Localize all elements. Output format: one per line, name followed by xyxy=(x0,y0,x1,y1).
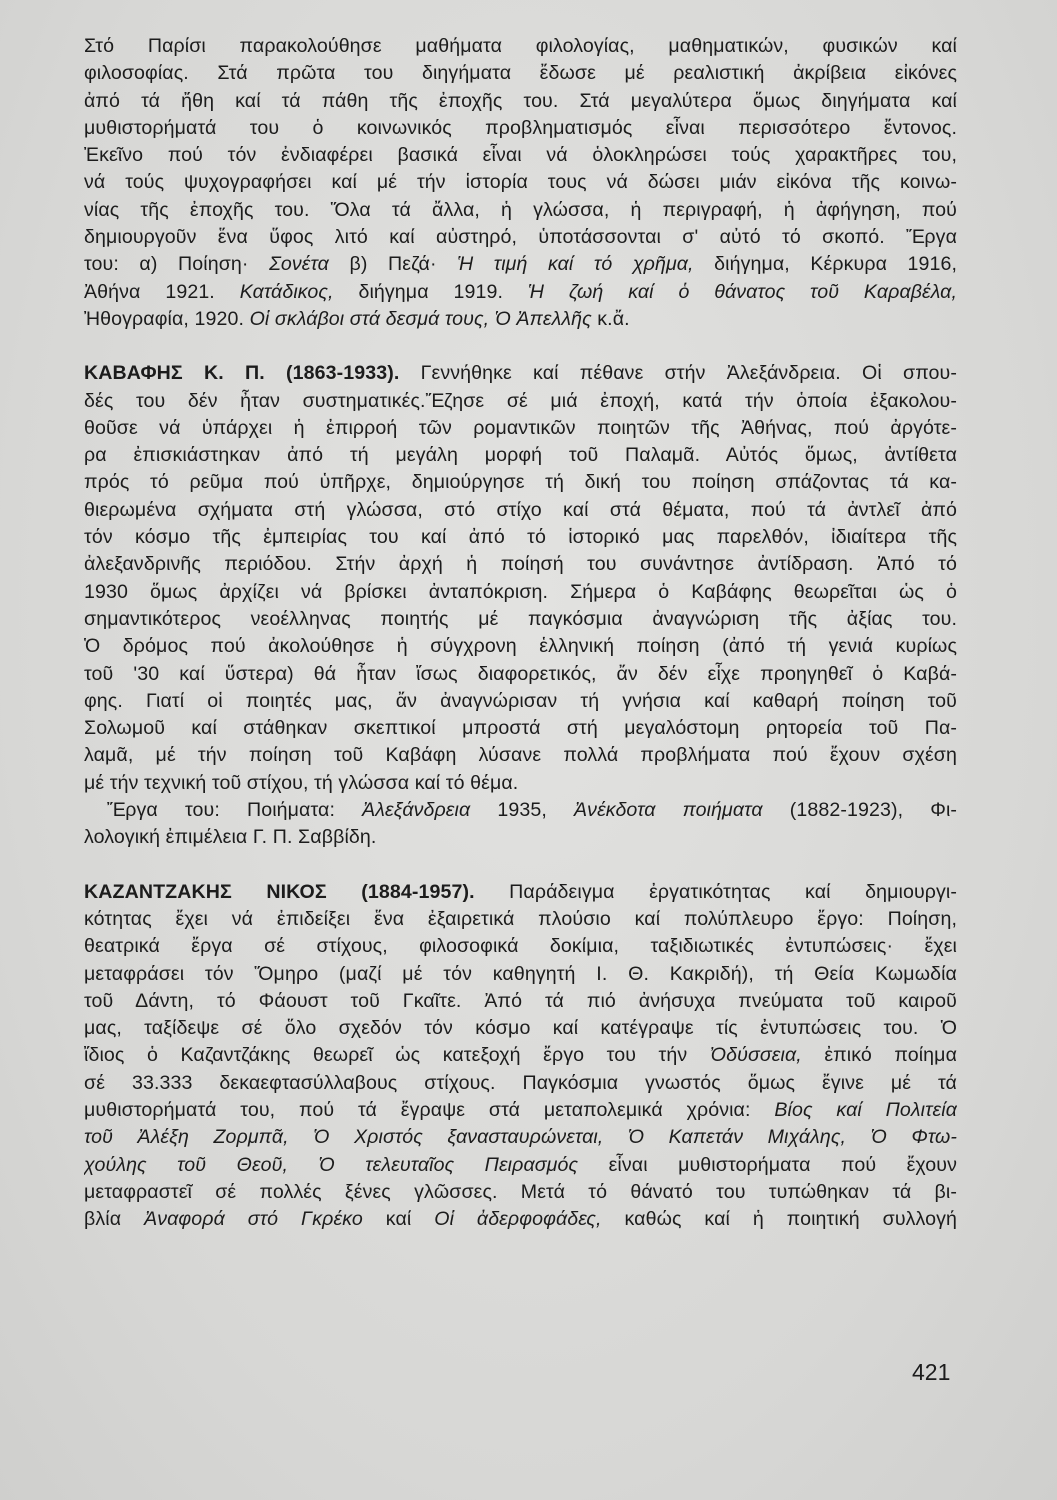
text-line: θιερωμένα σχήματα στή γλώσσα, στό στίχο καί στά θέματα, πού τά ἀντλεῖ ἀπό xyxy=(84,498,957,521)
entry-first-line: ΚΑΒΑΦΗΣ Κ. Π. (1863-1933). Γεννήθηκε καί πέθανε στήν Ἀλεξάνδρεια. Οἱ σπου- xyxy=(84,362,957,385)
works-line: Ἀθήνα 1921. Κατάδικος, διήγημα 1919. Ἡ ζωή καί ὁ θάνατος τοῦ Καραβέλα, xyxy=(84,280,957,303)
biography-kavafis xyxy=(84,360,957,851)
page-number: 421 xyxy=(912,1359,951,1385)
text-line: μας, ταξίδεψε σέ ὅλο σχεδόν τόν κόσμο καί κατέγραψε τίς ἐντυπώσεις του. Ὁ xyxy=(84,1017,957,1040)
text-line: Σολωμοῦ καί στάθηκαν σκεπτικοί μπροστά στή μεγαλόστομη ρητορεία τοῦ Πα- xyxy=(84,717,957,740)
biography-kazantzakis xyxy=(84,879,957,1234)
text-line: μεταφραστεῖ σέ πολλές ξένες γλῶσσες. Μετά τό θάνατό του τυπώθηκαν τά βι- xyxy=(84,1180,957,1203)
text-line: νίας τῆς ἐποχῆς του. Ὅλα τά ἄλλα, ἡ γλώσσα, ἡ περιγραφή, ἡ ἀφήγηση, πού xyxy=(84,198,957,221)
text-line: σέ 33.333 δεκαεφτασύλλαβους στίχους. Παγκόσμια γνωστός ὅμως ἔγινε μέ τά xyxy=(84,1071,957,1094)
text-line: δές του δέν ἦταν συστηματικές.Ἔζησε σέ μιά ἐποχή, κατά τήν ὁποία ἐξακολου- xyxy=(84,389,957,412)
works-line: Ἠθογραφία, 1920. Οἱ σκλάβοι στά δεσμά τους, Ὁ Ἀπελλῆς κ.ἄ. xyxy=(84,307,630,330)
text-line: φης. Γιατί οἱ ποιητές μας, ἄν ἀναγνώρισαν τή γνήσια καί καθαρή ποίηση τοῦ xyxy=(84,689,957,712)
entry-first-line: ΚΑΖΑΝΤΖΑΚΗΣ ΝΙΚΟΣ (1884-1957). Παράδειγμα ἐργατικότητας καί δημιουργι- xyxy=(84,880,957,903)
text-line: πρός τό ρεῦμα πού ὑπῆρχε, δημιούργησε τή δική του ποίηση σπάζοντας τά κα- xyxy=(84,471,957,494)
text-line: ἴδιος ὁ Καζαντζάκης θεωρεῖ ὡς κατεξοχή ἔργο του τήν Ὀδύσσεια, ἐπικό ποίημα xyxy=(84,1044,957,1067)
text-line: λαμᾶ, μέ τήν ποίηση τοῦ Καβάφη λύσανε πολλά προβλήματα πού ἔχουν σχέση xyxy=(84,744,957,767)
works-line: του: α) Ποίηση· Σονέτα β) Πεζά· Ἡ τιμή καί τό χρῆμα, διήγημα, Κέρκυρα 1916, xyxy=(84,253,957,276)
text-line: Ἐκεῖνο πού τόν ἐνδιαφέρει βασικά εἶναι νά ὁλοκληρώσει τούς χαρακτῆρες του, xyxy=(84,144,957,167)
text-line: δημιουργοῦν ἕνα ὕφος λιτό καί αὐστηρό, ὑποτάσσονται σ' αὐτό τό σκοπό. Ἔργα xyxy=(84,226,957,249)
text-line: θεατρικά ἔργα σέ στίχους, φιλοσοφικά δοκίμια, ταξιδιωτικές ἐντυπώσεις· ἔχει xyxy=(84,935,957,958)
entry-heading: ΚΑΒΑΦΗΣ Κ. Π. (1863-1933). xyxy=(84,362,400,385)
text-line: σημαντικότερος νεοέλληνας ποιητής μέ παγκόσμια ἀναγνώριση τῆς ἀξίας του. xyxy=(84,607,957,630)
text-line: Στό Παρίσι παρακολούθησε μαθήματα φιλολογίας, μαθηματικών, φυσικών καί xyxy=(84,35,957,57)
text-line: μέ τήν τεχνική τοῦ στίχου, τή γλώσσα καί τό θέμα. xyxy=(84,771,519,794)
text-line: τοῦ Ἀλέξη Ζορμπᾶ, Ὁ Χριστός ξανασταυρώνεται, Ὁ Καπετάν Μιχάλης, Ὁ Φτω- xyxy=(84,1126,957,1149)
text-line: τοῦ '30 καί ὕστερα) θά ἦταν ἴσως διαφορετικός, ἄν δέν εἶχε προηγηθεῖ ὁ Καβά- xyxy=(84,662,957,685)
text-line: ρα ἐπισκιάστηκαν ἀπό τή μεγάλη μορφή τοῦ Παλαμᾶ. Αὐτός ὅμως, ἀντίθετα xyxy=(84,444,957,467)
entry-heading: ΚΑΖΑΝΤΖΑΚΗΣ ΝΙΚΟΣ (1884-1957). xyxy=(84,880,475,903)
biography-continuation xyxy=(84,33,957,333)
text-line: φιλοσοφίας. Στά πρῶτα του διηγήματα ἔδωσε μέ ρεαλιστική ἀκρίβεια εἰκόνες xyxy=(84,62,957,85)
text-line: μεταφράσει τόν Ὅμηρο (μαζί μέ τόν καθηγητή Ι. Θ. Κακριδή), τή Θεία Κωμωδία xyxy=(84,962,957,985)
text-line: Ὁ δρόμος πού ἀκολούθησε ἡ σύγχρονη ἑλληνική ποίηση (ἀπό τή γενιά κυρίως xyxy=(84,635,957,658)
text-line: βλία Ἀναφορά στό Γκρέκο καί Οἱ ἀδερφοφάδες, καθώς καί ἡ ποιητική συλλογή xyxy=(84,1208,957,1231)
text-line: κότητας ἔχει νά ἐπιδείξει ἕνα ἐξαιρετικά πλούσιο καί πολύπλευρο ἔργο: Ποίηση, xyxy=(84,907,957,930)
text-line: μυθιστορήματά του, πού τά ἔγραψε στά μεταπολεμικά χρόνια: Βίος καί Πολιτεία xyxy=(84,1098,957,1121)
text-line: τόν κόσμο τῆς ἐμπειρίας του καί ἀπό τό ἱστορικό μας παρελθόν, ἰδιαίτερα τῆς xyxy=(84,526,957,549)
text-line: 1930 ὅμως ἀρχίζει νά βρίσκει ἀνταπόκριση. Σήμερα ὁ Καβάφης θεωρεῖται ὡς ὁ xyxy=(84,580,957,603)
works-line: λολογική ἐπιμέλεια Γ. Π. Σαββίδη. xyxy=(84,826,377,849)
text-line: ἀλεξανδρινῆς περιόδου. Στήν ἀρχή ἡ ποίησή του συνάντησε ἀντίδραση. Ἀπό τό xyxy=(84,553,957,576)
text-line: νά τούς ψυχογραφήσει καί μέ τήν ἱστορία τους νά δώσει μιάν εἰκόνα τῆς κοινω- xyxy=(84,171,957,194)
text-line: τοῦ Δάντη, τό Φάουστ τοῦ Γκαῖτε. Ἀπό τά πιό ἀνήσυχα πνεύματα τοῦ καιροῦ xyxy=(84,989,957,1012)
text-line: ἀπό τά ἤθη καί τά πάθη τῆς ἐποχῆς του. Στά μεγαλύτερα ὅμως διηγήματα καί xyxy=(84,89,957,112)
text-line: μυθιστορήματά του ὁ κοινωνικός προβληματισμός εἶναι περισσότερο ἔντονος. xyxy=(84,116,957,139)
text-line: θοῦσε νά ὑπάρχει ἡ ἐπιρροή τῶν ρομαντικῶν ποιητῶν τῆς Ἀθήνας, πού ἀργότε- xyxy=(84,416,957,439)
works-line: Ἔργα του: Ποιήματα: Ἀλεξάνδρεια 1935, Ἀνέκδοτα ποιήματα (1882-1923), Φι- xyxy=(107,799,957,822)
text-line: χούλης τοῦ Θεοῦ, Ὁ τελευταῖος Πειρασμός εἶναι μυθιστορήματα πού ἔχουν xyxy=(84,1153,957,1176)
